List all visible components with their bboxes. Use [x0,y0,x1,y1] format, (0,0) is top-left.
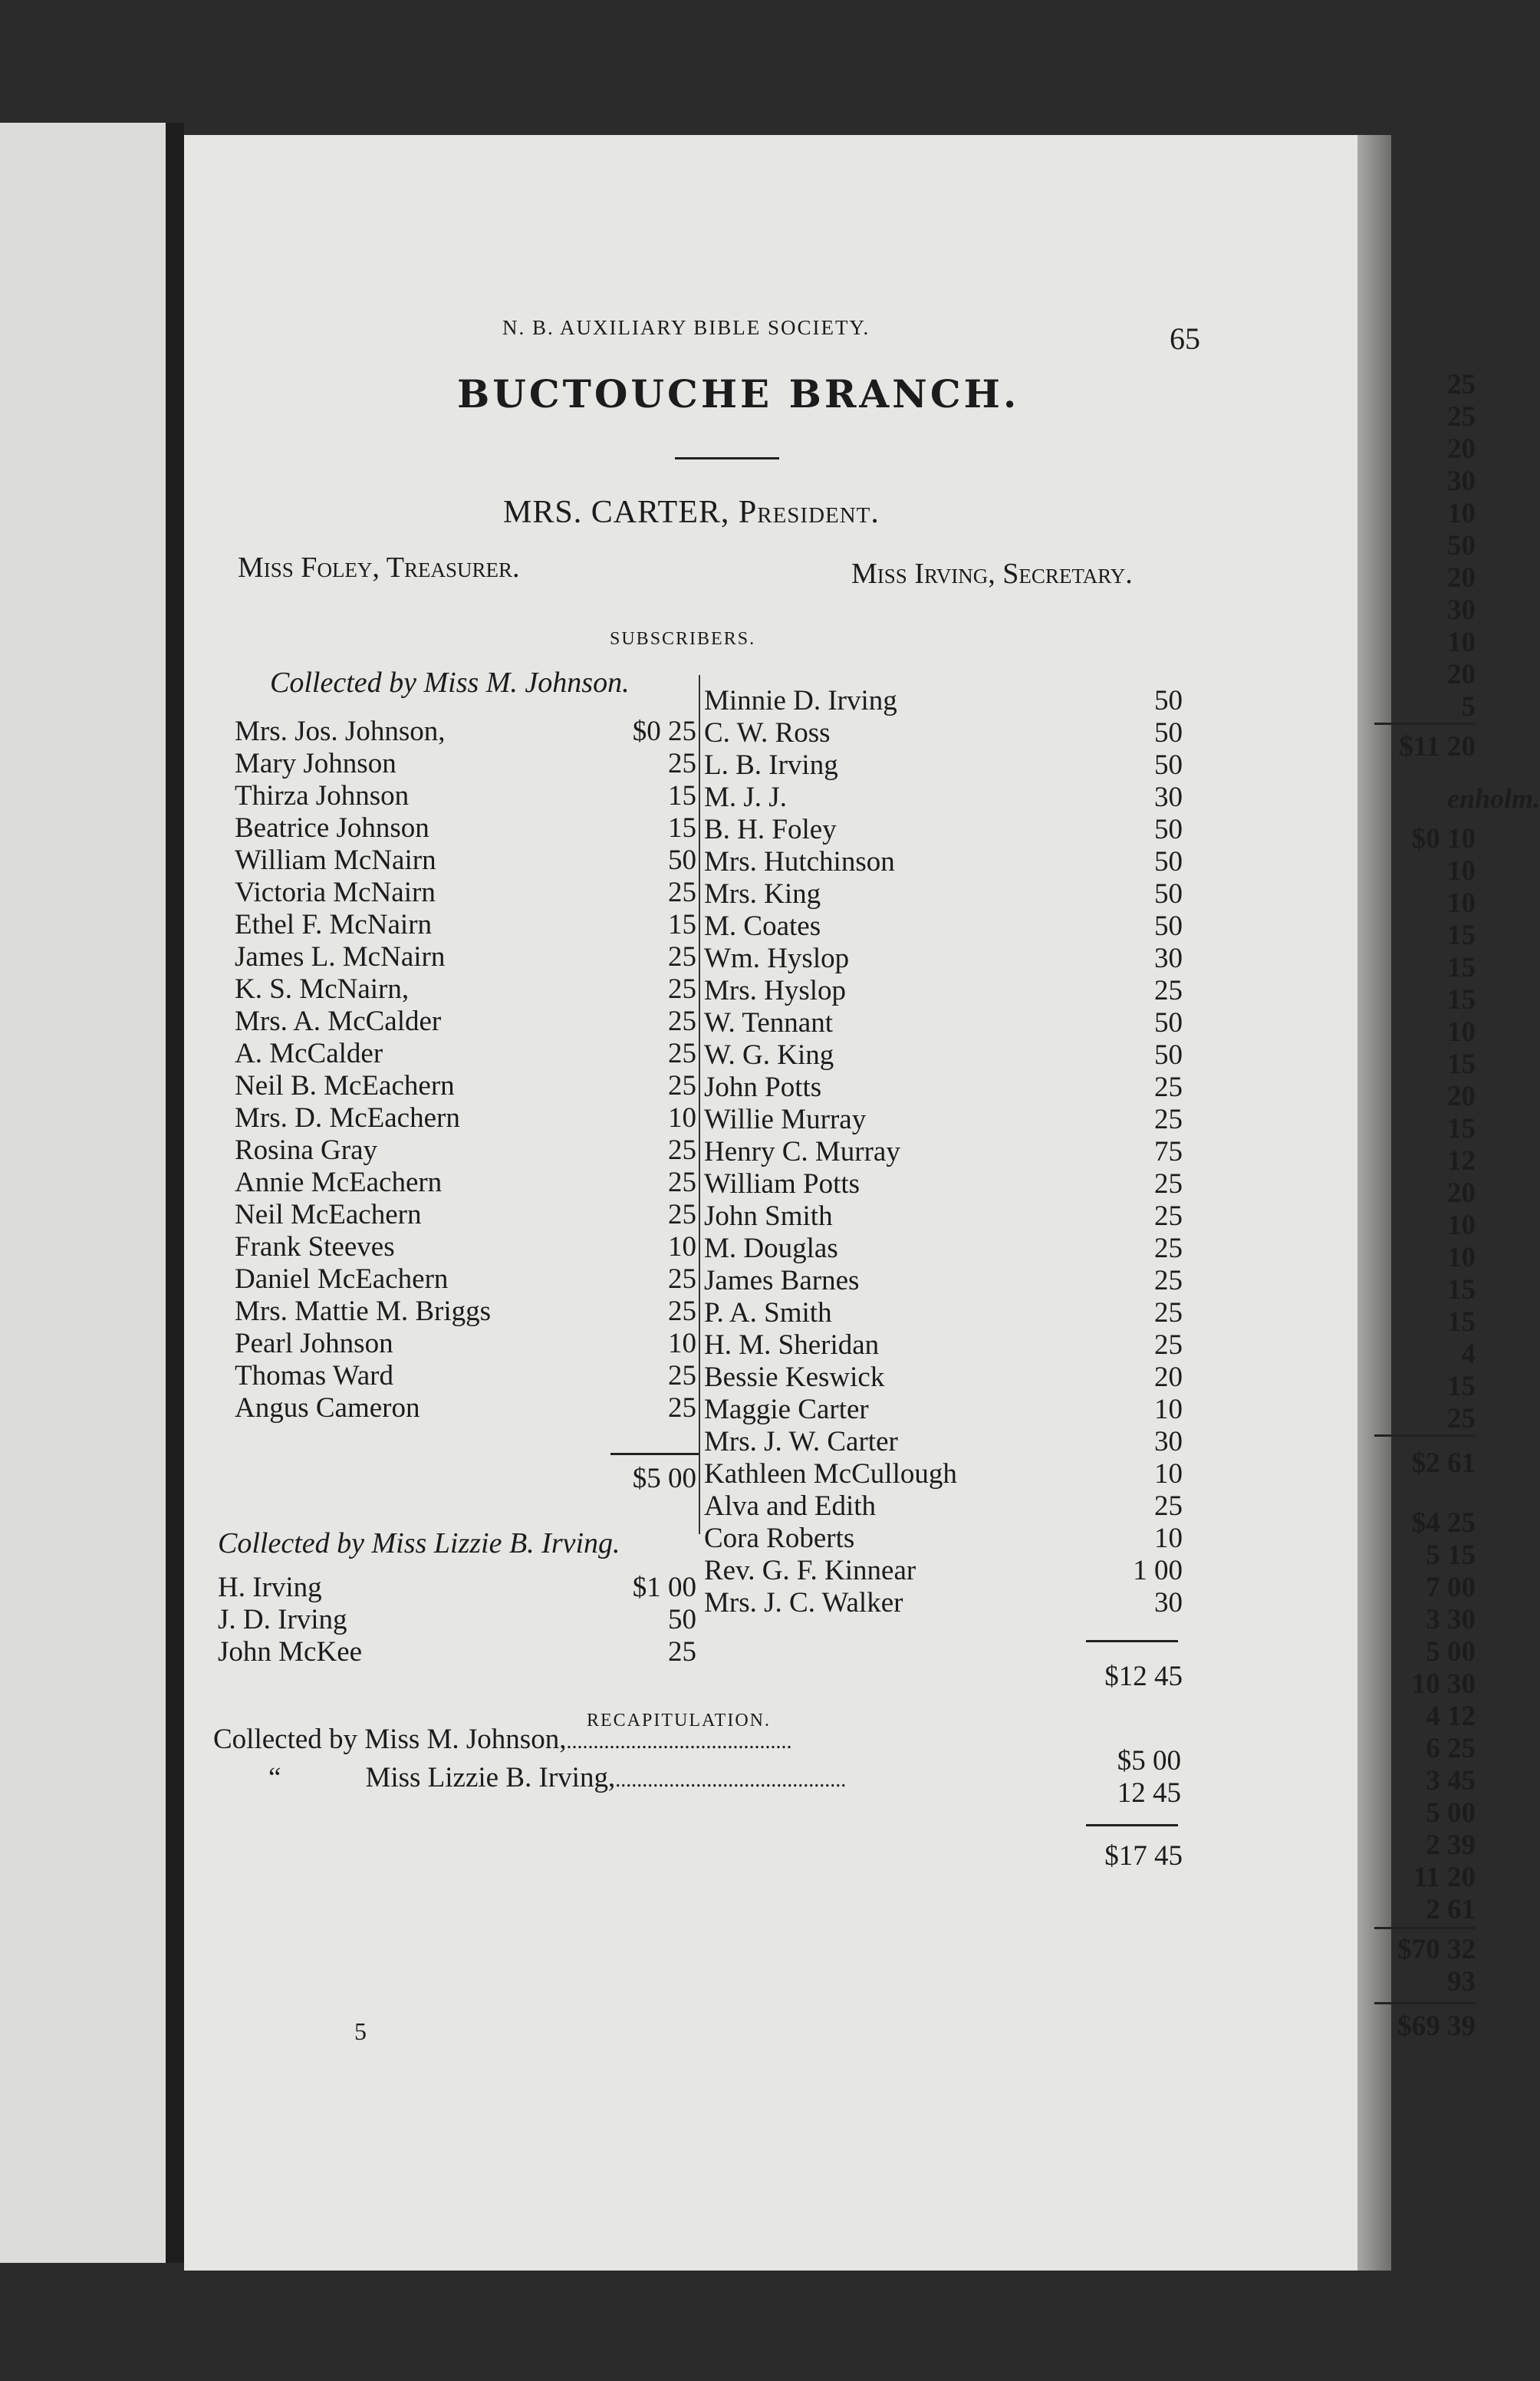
subscriber-name: Maggie Carter [704,1394,869,1425]
subscriber-name: Mrs. Jos. Johnson, [235,716,446,747]
prev-amount: $4 25 [1411,1507,1476,1539]
subscriber-name: W. G. King [704,1039,834,1071]
prev-amount: 10 [1447,1016,1476,1048]
subscriber-amount: 30 [1154,1587,1183,1619]
prev-amount: 7 00 [1426,1572,1476,1603]
treasurer-line: Miss Foley, Treasurer. [238,552,520,584]
recap-amount-johnson: $5 00 [1117,1745,1181,1777]
subscriber-amount: 25 [668,1263,696,1295]
recap-leaders-johnson: .......................................... [566,1730,792,1754]
title-rule [675,457,779,459]
prev-amount: 5 00 [1426,1797,1476,1829]
recapitulation-heading: RECAPITULATION. [587,1711,771,1731]
prev-amount: 30 [1447,594,1476,626]
subscriber-name: John McKee [218,1636,363,1668]
prev-amount: 15 [1447,952,1476,983]
subscriber-name: Mrs. Hutchinson [704,846,895,878]
subscriber-name: Kathleen McCullough [704,1458,957,1490]
prev-amount: 20 [1447,433,1476,465]
subscriber-amount: 25 [668,877,696,908]
subscriber-amount: 50 [1154,1039,1183,1071]
subscriber-name: Cora Roberts [704,1523,855,1554]
subscriber-amount: 25 [668,1296,696,1327]
subscriber-name: Mrs. King [704,878,821,910]
prev-amount: 10 [1447,627,1476,658]
subscriber-amount: 30 [1154,943,1183,974]
prev-amount: 15 [1447,1371,1476,1402]
subscriber-amount: 20 [1154,1362,1183,1393]
running-head: N. B. AUXILIARY BIBLE SOCIETY. [502,316,870,339]
subscriber-amount: 25 [668,1199,696,1230]
branch-title: BUCTOUCHE BRANCH. [457,371,1020,417]
prev-heading: enholm. [1446,783,1540,814]
subscriber-name: Mrs. J. W. Carter [704,1426,898,1457]
prev-amount: 15 [1447,984,1476,1016]
subscriber-name: Beatrice Johnson [235,812,429,844]
subtotal-johnson: $5 00 [632,1463,696,1494]
subscriber-amount: $1 00 [632,1572,696,1603]
subscriber-amount: 10 [668,1328,696,1359]
subscriber-name: Pearl Johnson [235,1328,393,1359]
subscriber-name: C. W. Ross [704,717,831,749]
recap-ditto-mark: “ [268,1762,281,1793]
recap-leaders-irving: ........................................... [615,1768,847,1792]
subscriber-amount: 10 [1154,1523,1183,1554]
prev-amount: 30 [1447,466,1476,497]
prev-amount: 15 [1447,920,1476,951]
prev-amount: 10 [1447,498,1476,529]
subscriber-name: Rev. G. F. Kinnear [704,1555,916,1586]
prev-total: $69 39 [1397,2011,1476,2042]
prev-amount: 50 [1447,530,1476,561]
subscriber-amount: 25 [668,973,696,1005]
collector-heading-johnson: Collected by Miss M. Johnson. [270,667,630,699]
prev-total-rule [1374,1927,1476,1929]
subscriber-amount: 25 [668,1636,696,1668]
subscriber-name: James Barnes [704,1265,860,1296]
subscriber-amount: 25 [668,1360,696,1391]
prev-total-rule [1374,2002,1476,2004]
subscriber-amount: 50 [1154,846,1183,878]
subscriber-name: M. Douglas [704,1233,838,1264]
subscriber-name: Frank Steeves [235,1231,395,1263]
prev-total-rule [1374,1434,1476,1437]
subscriber-name: Neil B. McEachern [235,1070,455,1102]
subscriber-name: K. S. McNairn, [235,973,410,1005]
prev-amount: 4 12 [1426,1701,1476,1732]
subscriber-amount: 30 [1154,782,1183,813]
page-number: 65 [1170,321,1200,356]
prev-amount: 15 [1447,1274,1476,1306]
subscriber-amount: 10 [668,1102,696,1134]
prev-amount: 20 [1447,1177,1476,1209]
prev-amount: 12 [1447,1145,1476,1177]
subscriber-amount: 25 [668,1167,696,1198]
subscriber-name: Willie Murray [704,1104,867,1135]
subscriber-name: Annie McEachern [235,1167,443,1198]
previous-page [0,123,166,2263]
prev-amount: 93 [1447,1966,1476,1997]
right-total-rule [1086,1640,1178,1642]
subscriber-amount: 50 [1154,814,1183,845]
subscriber-amount: 15 [668,812,696,844]
prev-amount: 25 [1447,1403,1476,1434]
subscriber-amount: 25 [1154,1168,1183,1200]
subscriber-amount: 75 [1154,1136,1183,1167]
prev-amount: 20 [1447,659,1476,690]
prev-amount: 20 [1447,1081,1476,1112]
recap-label-irving: Miss Lizzie B. Irving, [365,1762,616,1793]
subscriber-name: W. Tennant [704,1007,833,1039]
subscriber-name: Rosina Gray [235,1135,377,1166]
subscriber-amount: 10 [1154,1458,1183,1490]
prev-amount: 3 30 [1426,1604,1476,1635]
subscriber-name: Mrs. Hyslop [704,975,847,1006]
subscriber-amount: 10 [668,1231,696,1263]
subscriber-name: Daniel McEachern [235,1263,449,1295]
recap-total: $17 45 [1104,1840,1183,1872]
signature-mark: 5 [354,2017,367,2045]
prev-amount: 2 39 [1426,1829,1476,1861]
recap-amount-irving: 12 45 [1117,1777,1181,1809]
prev-amount: 5 15 [1426,1540,1476,1571]
subscriber-name: John Smith [704,1200,833,1232]
prev-amount: 15 [1447,1049,1476,1080]
prev-amount: 25 [1447,401,1476,433]
prev-total-rule [1374,723,1476,725]
subscriber-amount: 50 [668,1604,696,1635]
subscriber-name: M. J. J. [704,782,787,813]
subscriber-amount: 25 [668,748,696,779]
recap-total-rule [1086,1824,1178,1826]
page-edge [1357,135,1391,2271]
subscribers-heading: SUBSCRIBERS. [610,629,756,649]
book-gutter [166,123,184,2263]
prev-amount: 6 25 [1426,1733,1476,1764]
right-column-total: $12 45 [1104,1661,1183,1692]
prev-amount: 2 61 [1426,1894,1476,1925]
subscriber-name: Minnie D. Irving [704,685,897,716]
recap-line-irving [268,1761,846,1794]
subscriber-name: B. H. Foley [704,814,837,845]
subscriber-name: A. McCalder [235,1038,383,1069]
subscriber-name: M. Coates [704,911,821,942]
subscriber-amount: 50 [1154,911,1183,942]
recap-label-johnson: Collected by Miss M. Johnson, [213,1724,567,1755]
prev-amount: 5 [1461,691,1476,723]
subscriber-amount: 50 [1154,685,1183,716]
prev-amount: 10 30 [1411,1668,1476,1700]
collector-heading-irving: Collected by Miss Lizzie B. Irving. [218,1527,620,1559]
subscriber-amount: 25 [668,1006,696,1037]
subscriber-amount: 25 [1154,1329,1183,1361]
prev-amount: $0 10 [1411,823,1476,855]
subscriber-amount: 25 [1154,1104,1183,1135]
prev-amount: 5 00 [1426,1636,1476,1668]
prev-amount: 11 20 [1413,1862,1476,1893]
subscriber-name: John Potts [704,1072,822,1103]
subscriber-amount: 15 [668,780,696,812]
subscriber-amount: 25 [668,1070,696,1102]
prev-amount: 15 [1447,1113,1476,1144]
subscriber-name: H. M. Sheridan [704,1329,880,1361]
subscriber-amount: 50 [1154,717,1183,749]
subscriber-name: Bessie Keswick [704,1362,885,1393]
subscriber-amount: 25 [1154,1490,1183,1522]
subscriber-name: William McNairn [235,845,436,876]
recap-line-johnson [213,1723,791,1756]
subscriber-name: Wm. Hyslop [704,943,850,974]
subtotal-rule [610,1453,699,1455]
secretary-line: Miss Irving, Secretary. [851,558,1133,590]
subscriber-amount: 25 [1154,1072,1183,1103]
prev-amount: 25 [1447,369,1476,400]
subscriber-amount: 50 [1154,878,1183,910]
subscriber-name: Mrs. D. McEachern [235,1102,460,1134]
prev-total: $2 61 [1411,1447,1476,1479]
subscriber-amount: 50 [668,845,696,876]
president-line: MRS. CARTER, President. [503,495,880,530]
subscriber-name: Mrs. Mattie M. Briggs [235,1296,492,1327]
subscriber-amount: 30 [1154,1426,1183,1457]
subscriber-amount: 25 [668,1392,696,1424]
subscriber-name: Mrs. A. McCalder [235,1006,442,1037]
subscriber-name: James L. McNairn [235,941,446,973]
prev-amount: 10 [1447,888,1476,919]
prev-amount: 10 [1447,1210,1476,1241]
subscriber-name: Thomas Ward [235,1360,393,1391]
subscriber-amount: 50 [1154,1007,1183,1039]
subscriber-amount: 15 [668,909,696,940]
subscriber-amount: 25 [1154,1233,1183,1264]
subscriber-amount: 1 00 [1133,1555,1183,1586]
prev-total: $11 20 [1399,731,1476,762]
subscriber-amount: 25 [668,941,696,973]
subscriber-name: J. D. Irving [218,1604,347,1635]
subscriber-name: Henry C. Murray [704,1136,900,1167]
subscriber-name: Mary Johnson [235,748,397,779]
subscriber-name: P. A. Smith [704,1297,832,1329]
prev-amount: 15 [1447,1306,1476,1338]
subscriber-amount: 10 [1154,1394,1183,1425]
subscriber-amount: 25 [1154,1297,1183,1329]
subscriber-amount: 25 [668,1135,696,1166]
column-divider [699,675,700,1534]
subscriber-amount: 25 [1154,1265,1183,1296]
subscriber-amount: 25 [668,1038,696,1069]
subscriber-amount: $0 25 [632,716,696,747]
subscriber-name: Mrs. J. C. Walker [704,1587,903,1619]
subscriber-name: Ethel F. McNairn [235,909,433,940]
subscriber-name: Thirza Johnson [235,780,410,812]
subscriber-name: Alva and Edith [704,1490,877,1522]
prev-amount: 4 [1461,1339,1476,1370]
prev-amount: 3 45 [1426,1765,1476,1796]
prev-amount: 10 [1447,855,1476,887]
subscriber-name: Victoria McNairn [235,877,436,908]
subscriber-name: H. Irving [218,1572,322,1603]
subscriber-name: Angus Cameron [235,1392,420,1424]
prev-amount: 20 [1447,562,1476,594]
prev-total: $70 32 [1397,1934,1476,1965]
subscriber-name: L. B. Irving [704,749,838,781]
subscriber-name: Neil McEachern [235,1199,422,1230]
prev-amount: 10 [1447,1242,1476,1273]
subscriber-amount: 25 [1154,975,1183,1006]
subscriber-amount: 25 [1154,1200,1183,1232]
subscriber-name: William Potts [704,1168,860,1200]
subscriber-amount: 50 [1154,749,1183,781]
